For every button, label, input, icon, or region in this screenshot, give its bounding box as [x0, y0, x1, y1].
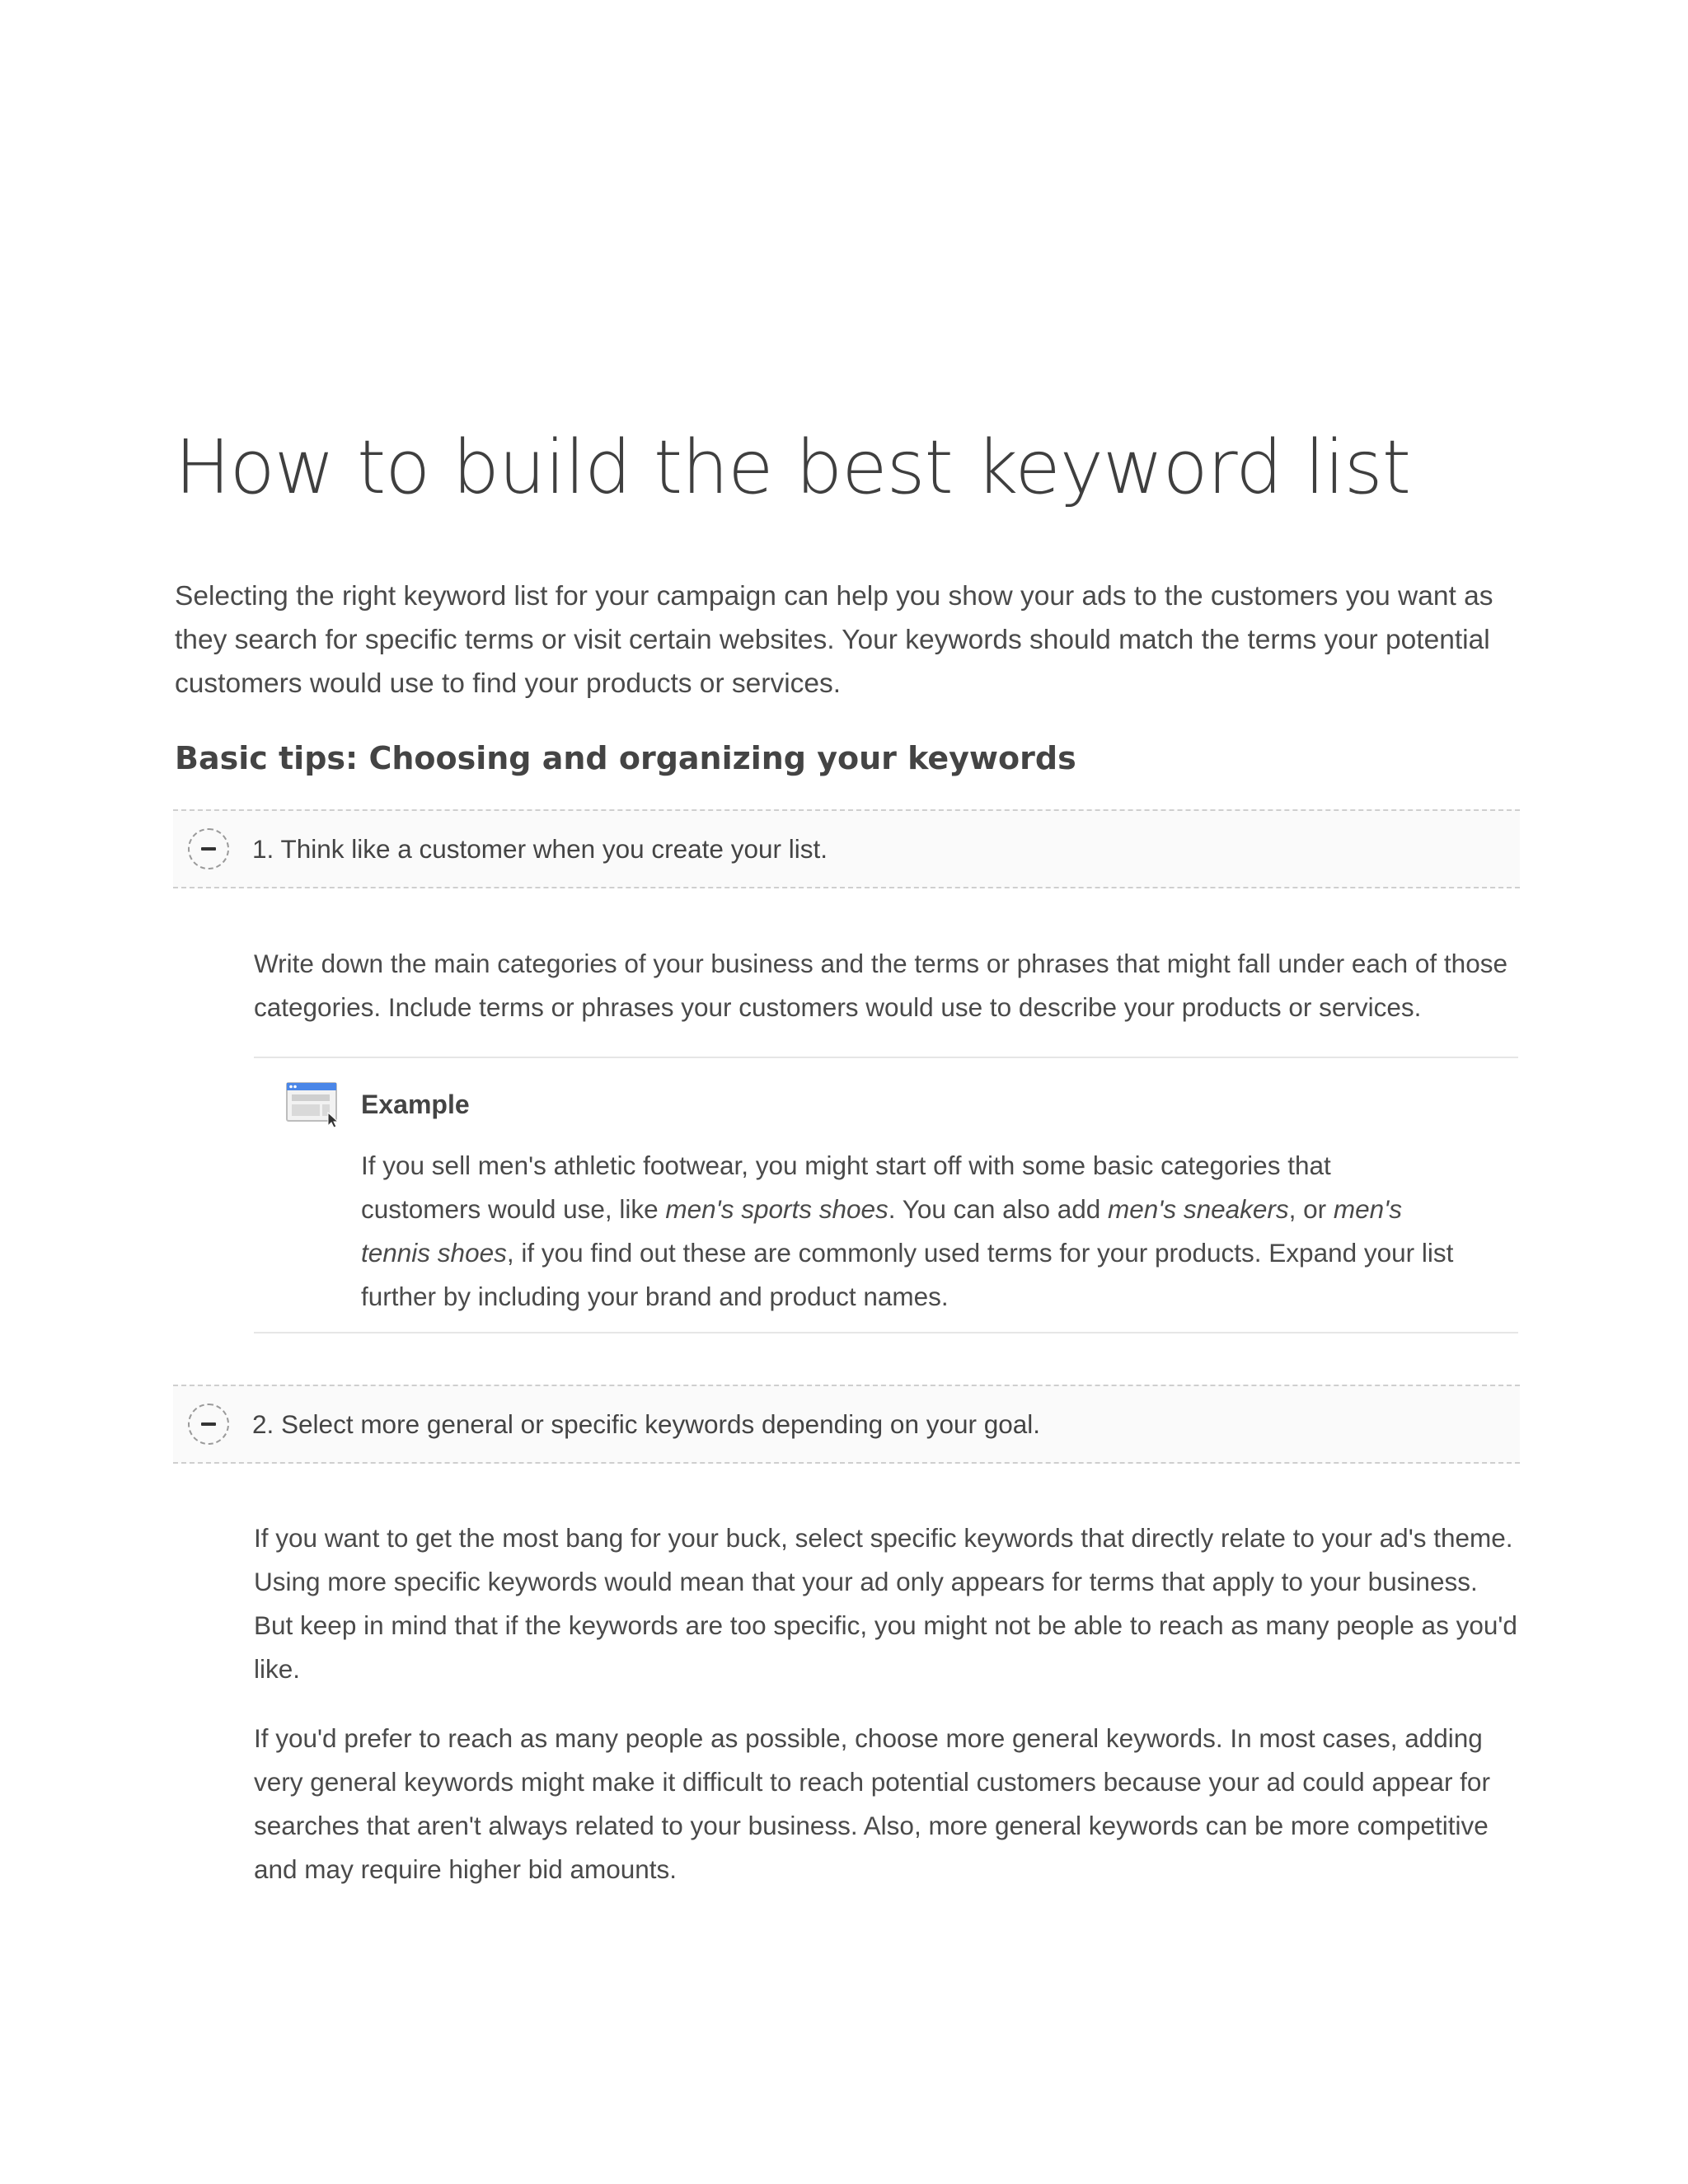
- section-heading: Basic tips: Choosing and organizing your keywords: [175, 740, 1076, 776]
- accordion-header-tip-2[interactable]: [173, 1385, 1520, 1464]
- collapse-minus-icon[interactable]: [188, 1404, 229, 1445]
- page-title: How to build the best keyword list: [175, 424, 1410, 511]
- example-callout: [254, 1057, 1518, 1333]
- example-keyword: men's sports shoes: [665, 1194, 889, 1224]
- example-text-segment: . You can also add: [888, 1194, 1109, 1224]
- example-keyword: men's tennis shoes: [361, 1194, 1402, 1268]
- accordion-label[interactable]: 1. Think like a customer when you create your list.: [252, 834, 828, 864]
- example-keyword: men's sneakers: [1108, 1194, 1289, 1224]
- tip-2-paragraph-1: If you want to get the most bang for your buck, select specific keywords that directly relate to your ad's theme. Using more specific keywords would mean that your ad only appears for terms that apply to your business. But keep in mind that if the keywords are too specific, you might not be able to reach as many people as you'd like.: [254, 1523, 1517, 1684]
- accordion-label[interactable]: 2. Select more general or specific keywords depending on your goal.: [252, 1409, 1041, 1439]
- collapse-minus-icon[interactable]: [188, 828, 229, 869]
- intro-paragraph: Selecting the right keyword list for your campaign can help you show your ads to the customers you want as they search for specific terms or visit certain websites. Your keywords should match the terms your potential customers would use to find your products or services.: [175, 581, 1493, 699]
- example-text-segment: , if you find out these are commonly used terms for your products. Expand your list further by including your brand and product names.: [361, 1238, 1454, 1311]
- browser-window-cursor-icon: [285, 1081, 343, 1127]
- example-text-segment: , or: [1288, 1194, 1334, 1224]
- example-text-segment: If you sell men's athletic footwear, you might start off with some basic categories that customers would use, like: [361, 1151, 1331, 1224]
- tip-1-paragraph: Write down the main categories of your business and the terms or phrases that might fall under each of those categories. Include terms or phrases your customers would use to describe your products or services.: [254, 949, 1507, 1022]
- tip-2-paragraph-2: If you'd prefer to reach as many people as possible, choose more general keywords. In most cases, adding very general keywords might make it difficult to reach potential customers because your ad could appear for searches that aren't always related to your business. Also, more general keywords can be more competitive and may require higher bid amounts.: [254, 1723, 1490, 1884]
- example-title: Example: [361, 1090, 470, 1119]
- accordion-header-tip-1[interactable]: [173, 809, 1520, 888]
- example-text: [361, 1144, 1457, 1319]
